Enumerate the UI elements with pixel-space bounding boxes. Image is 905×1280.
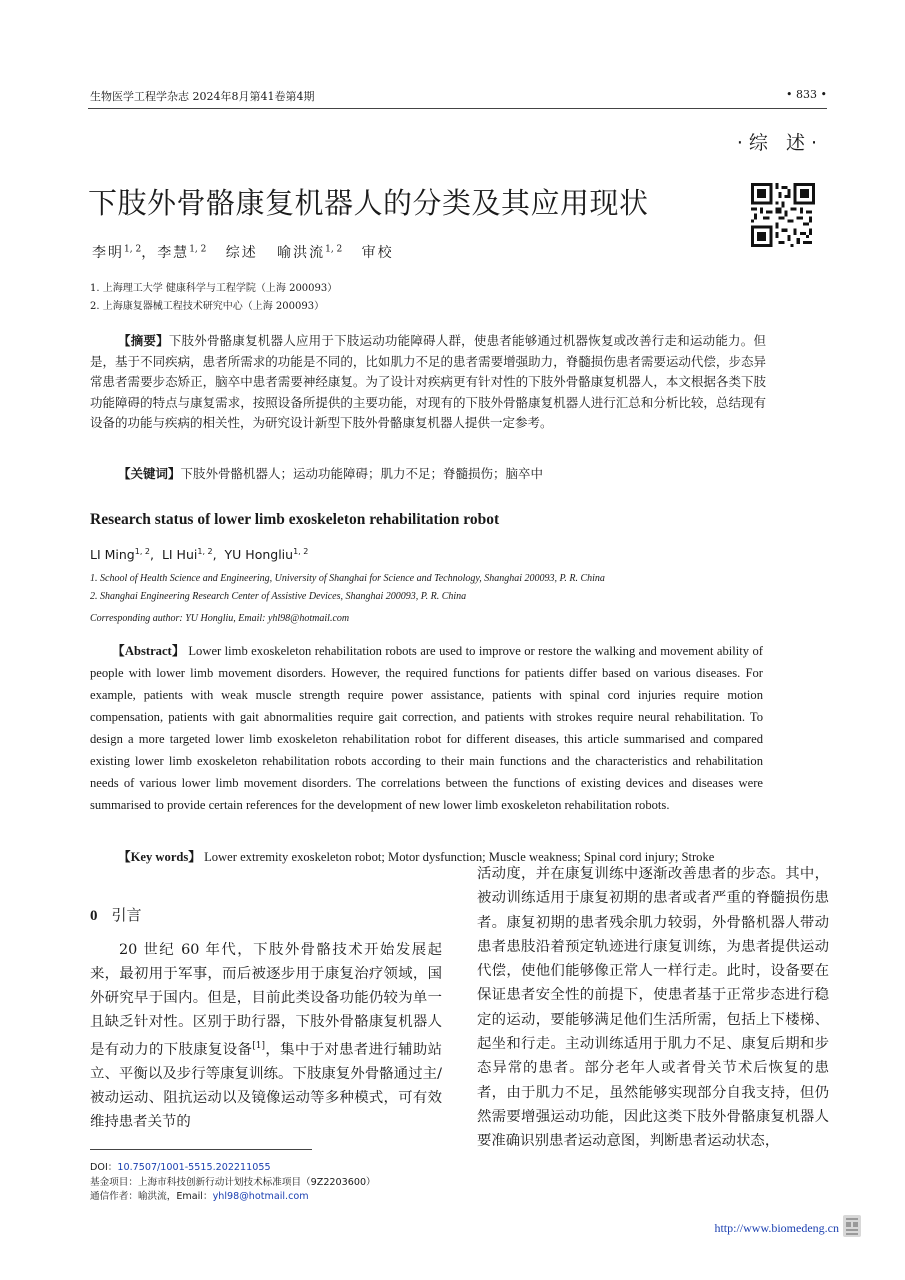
title-en: Research status of lower limb exoskeleton rehabilitation robot [90, 511, 500, 528]
abstract-text: 下肢外骨骼康复机器人应用于下肢运动功能障碍人群，使患者能够通过机器恢复或改善行走和运动能力。但是，基于不同疾病，患者所需求的功能是不同的，比如肌力不足的患者需要增强助力，脊髓损伤患者需要运动代偿，步态异常患者需要步态矫正，脑卒中患者需要神经康复。为了设计对疾病更有针对性的下肢外骨骼康复机器人，本文根据各类下肢功能障碍的特点与康复需求，按照设备所提供的主要功能，对现有的下肢外骨骼康复机器人进行汇总和分析比较，总结现有设备的功能与疾病的相关性，为研究设计新型下肢外骨骼康复机器人提供一定参考。 [90, 333, 766, 430]
body-text: 20 世纪 60 年代，下肢外骨骼技术开始发展起来，最初用于军事，而后被逐步用于康复治疗领域，国外研究早于国内。但是，目前此类设备功能仍较为单一且缺乏针对性。区别于助行器，下肢外骨骼康复机器人是有动力的下肢康复设备 [90, 942, 442, 1058]
doi-link[interactable]: 10.7507/1001-5515.202211055 [117, 1162, 271, 1173]
fund-line: 基金项目：上海市科技创新行动计划技术标准项目（9Z2203600） [90, 1176, 376, 1188]
header-rule [88, 108, 827, 109]
citation-link[interactable]: [1] [252, 1041, 265, 1051]
affiliation-cn: 2. 上海康复器械工程技术研究中心（上海 200093） [90, 301, 325, 312]
keywords-text: Lower extremity exoskeleton robot; Motor dysfunction; Muscle weakness; Spinal cord injury; Stroke [204, 850, 715, 864]
affiliation-en: 1. School of Health Science and Engineering, University of Shanghai for Science and Technology, Shanghai 200093, P. R. China [90, 573, 605, 584]
section-title: 引言 [111, 906, 142, 924]
doi-label: DOI： [90, 1162, 118, 1173]
keywords-label: 【关键词】 [118, 466, 181, 481]
author-affil-sup: 1, 2 [189, 244, 207, 255]
author-name: LI Ming [90, 547, 135, 563]
abstract-en [90, 640, 763, 816]
section-tag: ·综 述· [736, 132, 823, 154]
author-affil-sup: 1, 2 [124, 244, 142, 255]
journal-header: 生物医学工程学杂志 2024年8月第41卷第4期 [90, 90, 315, 103]
author-affil-sup: 1, 2 [134, 547, 151, 556]
footnotes [90, 1161, 376, 1205]
affiliation-en: 2. Shanghai Engineering Research Center of Assistive Devices, Shanghai 200093, P. R. China [90, 591, 467, 602]
abstract-cn [90, 331, 766, 434]
title-cn: 下肢外骨骼康复机器人的分类及其应用现状 [88, 186, 649, 220]
keywords-label: 【Key words】 [118, 850, 201, 864]
authors-cn: 李明$^{1, 2}$，李慧$^{1, 2}$ 综述 喻洪流$^{1, 2}$ 审校 [92, 244, 394, 261]
author-name: LI Hui [161, 547, 198, 563]
qr-code-icon [751, 183, 815, 247]
author-affil-sup: 1, 2 [197, 547, 213, 556]
corresponding-line [90, 1190, 376, 1205]
author-name: YU Hongliu [224, 547, 294, 563]
journal-logo-icon [842, 1214, 862, 1238]
author-affil-sup: 1, 2 [293, 547, 309, 556]
doi-line [90, 1161, 376, 1176]
author-role: 综述 [225, 245, 258, 261]
author-name: 李明 [92, 245, 124, 261]
abstract-label: 【摘要】 [118, 333, 169, 348]
page-number: • 833 • [786, 88, 827, 101]
footnote-rule [90, 1149, 312, 1150]
author-name: 喻洪流 [277, 245, 326, 261]
site-url-link[interactable]: http://www.biomedeng.cn [714, 1221, 839, 1235]
body-column-left [90, 938, 442, 1134]
authors-en: LI Ming$^{1, 2}$, LI Hui$^{1, 2}$, YU Hongliu$^{1, 2}$ [90, 547, 309, 563]
author-affil-sup: 1, 2 [325, 244, 343, 255]
corresponding-author-en: Corresponding author: YU Hongliu, Email: yhl98@hotmail.com [90, 613, 350, 624]
author-name: 李慧 [157, 245, 190, 261]
email-link[interactable]: yhl98@hotmail.com [212, 1191, 309, 1202]
keywords-text: 下肢外骨骼机器人；运动功能障碍；肌力不足；脊髓损伤；脑卒中 [180, 466, 544, 481]
keywords-cn [118, 464, 543, 482]
section-heading [90, 904, 142, 925]
body-text: ，集中于对患者进行辅助站立、平衡以及步行等康复训练。下肢康复外骨骼通过主/被动运动、阻抗运动以及镜像运动等多种模式，可有效维持患者关节的 [90, 1041, 442, 1130]
author-role: 审校 [361, 245, 394, 261]
body-column-right: 活动度，并在康复训练中逐渐改善患者的步态。其中，被动训练适用于康复初期的患者或者严重的脊髓损伤患者。康复初期的患者残余肌力较弱，外骨骼机器人带动患者患肢沿着预定轨迹进行康复训练，为患者提供运动代偿，使他们能够像正常人一样行走。此时，设备要在保证患者安全性的前提下，使患者基于正常步态进行稳定的运动，要能够满足他们生活所需，包括上下楼梯、起坐和行走。主动训练适用于肌力不足、康复后期和步态异常的患者。部分老年人或者骨关节术后恢复的患者，由于肌力不足，虽然能够实现部分自我支持，但仍然需要增强运动功能，因此这类下肢外骨骼康复机器人要准确识别患者运动意图，判断患者运动状态， [477, 866, 829, 1150]
abstract-label: 【Abstract】 [112, 644, 185, 658]
section-number: 0 [90, 908, 98, 924]
affiliation-cn: 1. 上海理工大学 健康科学与工程学院（上海 200093） [90, 283, 338, 294]
corresponding-label: 通信作者：喻洪流，Email： [90, 1191, 213, 1202]
abstract-text: Lower limb exoskeleton rehabilitation robots are used to improve or restore the walking and movement ability of people with lower limb movement disorders. However, the required functions for patients differ based on various diseases. For example, patients with weak muscle strength require power assistance, patients with spinal cord injuries require motion compensation, patients with gait abnormalities require gait correction, and patients with strokes require neural rehabilitation. To design a more targeted lower limb exoskeleton rehabilitation robot for different diseases, this article summarised and compared existing lower limb exoskeleton rehabilitation robots according to their main functions and the characteristics and rehabilitation needs of various lower limb movement disorders. The correlations between the functions of existing devices and diseases were summarised to provide certain references for the development of new lower limb exoskeleton rehabilitation robots. [90, 644, 763, 812]
